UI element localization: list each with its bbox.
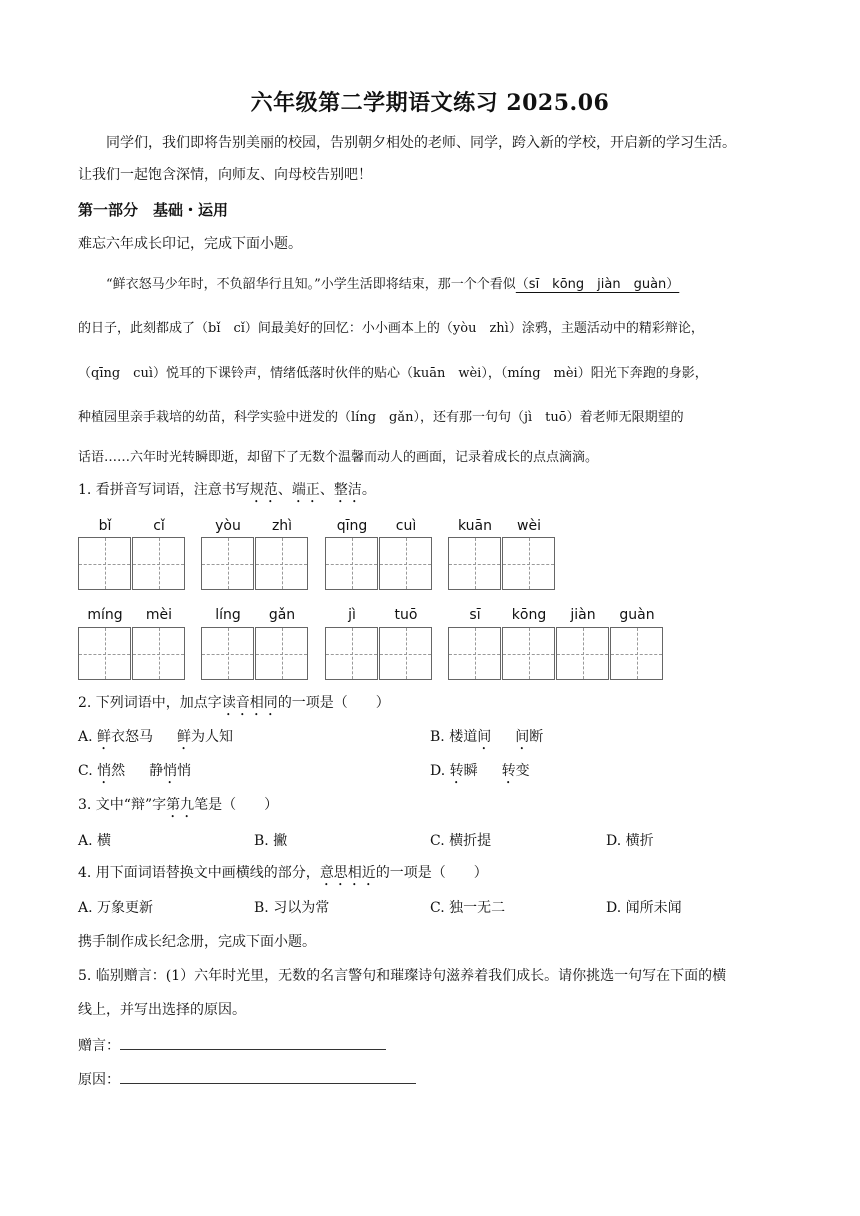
pinyin-label: mèi <box>145 607 173 623</box>
q2-option-a[interactable] <box>78 728 233 753</box>
dotted-char: 悄 <box>97 763 112 779</box>
reason-row <box>78 1069 416 1089</box>
passage-underlined-pinyin: （sī kōng jiàn guàn） <box>515 277 680 292</box>
intro-line-2: 让我们一起饱含深情，向师友、向母校告别吧！ <box>78 167 372 183</box>
q1-sep: 、 <box>319 482 334 498</box>
dotted-char: 鲜 <box>97 729 112 745</box>
writing-box[interactable] <box>556 627 609 680</box>
dotted-char: 间 <box>477 729 492 745</box>
writing-box[interactable] <box>379 627 432 680</box>
q2-option-c[interactable] <box>78 762 191 787</box>
passage-line-5: 话语……六年时光转瞬即逝，却留下了无数个温馨而动人的画面，记录着成长的点点滴滴。 <box>78 450 599 465</box>
pinyin-label: zhì <box>271 518 293 534</box>
option-label: B. <box>430 729 450 745</box>
q3-emphasis: 第九 <box>166 797 195 813</box>
option-label: D. <box>430 763 450 779</box>
intro-line-1: 同学们，我们即将告别美丽的校园，告别朝夕相处的老师、同学，跨入新的学校，开启新的学习生活。 <box>106 135 736 151</box>
writing-box[interactable] <box>201 537 254 590</box>
q4-emphasis: 意思相近 <box>319 865 376 881</box>
question-3 <box>78 796 278 821</box>
reason-label: 原因： <box>78 1072 120 1088</box>
passage-line-4: 种植园里亲手栽培的幼苗，科学实验中迸发的（líng gǎn），还有那一句句（jì tuō）着老师无限期望的 <box>78 410 684 425</box>
q4-option-c[interactable]: C. 独一无二 <box>430 900 506 916</box>
question-2 <box>78 694 390 719</box>
q4-option-a[interactable]: A. 万象更新 <box>78 900 154 916</box>
writing-box[interactable] <box>502 627 555 680</box>
question-4 <box>78 864 488 889</box>
q1-end: 。 <box>361 482 376 498</box>
word-rest: 断 <box>529 729 544 745</box>
gift-label: 赠言： <box>78 1038 120 1054</box>
option-label: C. <box>78 763 98 779</box>
pinyin-label: cǐ <box>153 518 165 534</box>
writing-box[interactable] <box>78 537 131 590</box>
q2-text: 2. 下列词语中，加点字 <box>78 695 222 711</box>
writing-box[interactable] <box>325 627 378 680</box>
section-intro-2: 携手制作成长纪念册，完成下面小题。 <box>78 934 316 950</box>
pinyin-label: kōng <box>511 607 547 623</box>
word-rest: 变 <box>515 763 530 779</box>
pinyin-label: bǐ <box>98 518 112 534</box>
q3-option-b[interactable]: B. 撇 <box>254 833 288 849</box>
dotted-char: 悄 <box>163 763 178 779</box>
section-intro-1: 难忘六年成长印记，完成下面小题。 <box>78 236 302 252</box>
q1-emphasis-3: 整洁 <box>333 482 362 498</box>
writing-box[interactable] <box>78 627 131 680</box>
writing-box[interactable] <box>255 627 308 680</box>
q4-text: 4. 用下面词语替换文中画横线的部分， <box>78 865 320 881</box>
word-rest: 瞬 <box>463 763 478 779</box>
q2-option-d[interactable] <box>430 762 530 787</box>
question-5-line-1: 5. 临别赠言：(1）六年时光里，无数的名言警句和璀璨诗句滋养着我们成长。请你挑选一句写在下面的横 <box>78 968 727 984</box>
dotted-char: 鲜 <box>177 729 192 745</box>
q4-end: 的一项是（ ） <box>375 865 488 881</box>
word-rest: 为人知 <box>191 729 234 745</box>
part-heading: 第一部分 基础・运用 <box>78 201 229 219</box>
pinyin-label: gǎn <box>268 607 296 623</box>
word-rest: 静 <box>149 763 164 779</box>
word-rest: 悄 <box>177 763 192 779</box>
q2-end: 的一项是（ ） <box>277 695 390 711</box>
dotted-char: 转 <box>501 763 516 779</box>
q1-sep: 、 <box>277 482 292 498</box>
q3-option-a[interactable]: A. 横 <box>78 833 112 849</box>
pinyin-label: yòu <box>215 518 241 534</box>
pinyin-label: tuō <box>394 607 418 623</box>
pinyin-label: míng <box>87 607 123 623</box>
pinyin-label: cuì <box>395 518 417 534</box>
pinyin-label: jì <box>348 607 356 623</box>
reason-answer-line[interactable] <box>120 1069 416 1084</box>
q3-option-d[interactable]: D. 横折 <box>606 833 654 849</box>
writing-box[interactable] <box>379 537 432 590</box>
pinyin-label: guàn <box>619 607 655 623</box>
passage-line-1 <box>106 276 679 294</box>
q1-emphasis-1: 规范 <box>249 482 278 498</box>
word-rest: 楼道 <box>449 729 478 745</box>
page-title: 六年级第二学期语文练习 2025.06 <box>250 90 610 116</box>
q3-end: 笔是（ ） <box>194 797 279 813</box>
q4-option-b[interactable]: B. 习以为常 <box>254 900 330 916</box>
pinyin-label: jiàn <box>570 607 596 623</box>
writing-box[interactable] <box>325 537 378 590</box>
question-5-line-2: 线上，并写出选择的原因。 <box>78 1002 246 1018</box>
passage-line-3: （qīng cuì）悦耳的下课铃声，情绪低落时伙伴的贴心（kuān wèi），（míng mèi）阳光下奔跑的身影， <box>78 366 708 381</box>
writing-box[interactable] <box>255 537 308 590</box>
option-label: A. <box>78 729 98 745</box>
pinyin-label: líng <box>215 607 241 623</box>
writing-box[interactable] <box>201 627 254 680</box>
gift-answer-line[interactable] <box>120 1035 386 1050</box>
q3-text: 3. 文中“辩”字 <box>78 797 167 813</box>
word-rest: 衣怒马 <box>111 729 154 745</box>
q1-emphasis-2: 端正 <box>291 482 320 498</box>
writing-box[interactable] <box>610 627 663 680</box>
dotted-char: 转 <box>449 763 464 779</box>
writing-box[interactable] <box>448 627 501 680</box>
q2-emphasis: 读音相同 <box>221 695 278 711</box>
passage-line-2: 的日子，此刻都成了（bǐ cǐ）间最美好的回忆：小小画本上的（yòu zhì）涂鸦，主题活动中的精彩辩论， <box>78 321 704 336</box>
pinyin-label: qīng <box>336 518 368 534</box>
q3-option-c[interactable]: C. 横折提 <box>430 833 492 849</box>
q2-option-b[interactable] <box>430 728 543 753</box>
question-1 <box>78 481 376 506</box>
gift-row <box>78 1035 386 1055</box>
dotted-char: 间 <box>515 729 530 745</box>
writing-box[interactable] <box>448 537 501 590</box>
q1-text: 1. 看拼音写词语，注意书写 <box>78 482 250 498</box>
writing-box[interactable] <box>132 537 185 590</box>
passage-text: “鲜衣怒马少年时，不负韶华行且知。”小学生活即将结束，那一个个看似 <box>106 277 516 292</box>
pinyin-label: kuān <box>457 518 492 534</box>
pinyin-label: sī <box>469 607 481 623</box>
word-rest: 然 <box>111 763 126 779</box>
writing-box[interactable] <box>132 627 185 680</box>
writing-box[interactable] <box>502 537 555 590</box>
pinyin-label: wèi <box>517 518 541 534</box>
q4-option-d[interactable]: D. 闻所未闻 <box>606 900 682 916</box>
